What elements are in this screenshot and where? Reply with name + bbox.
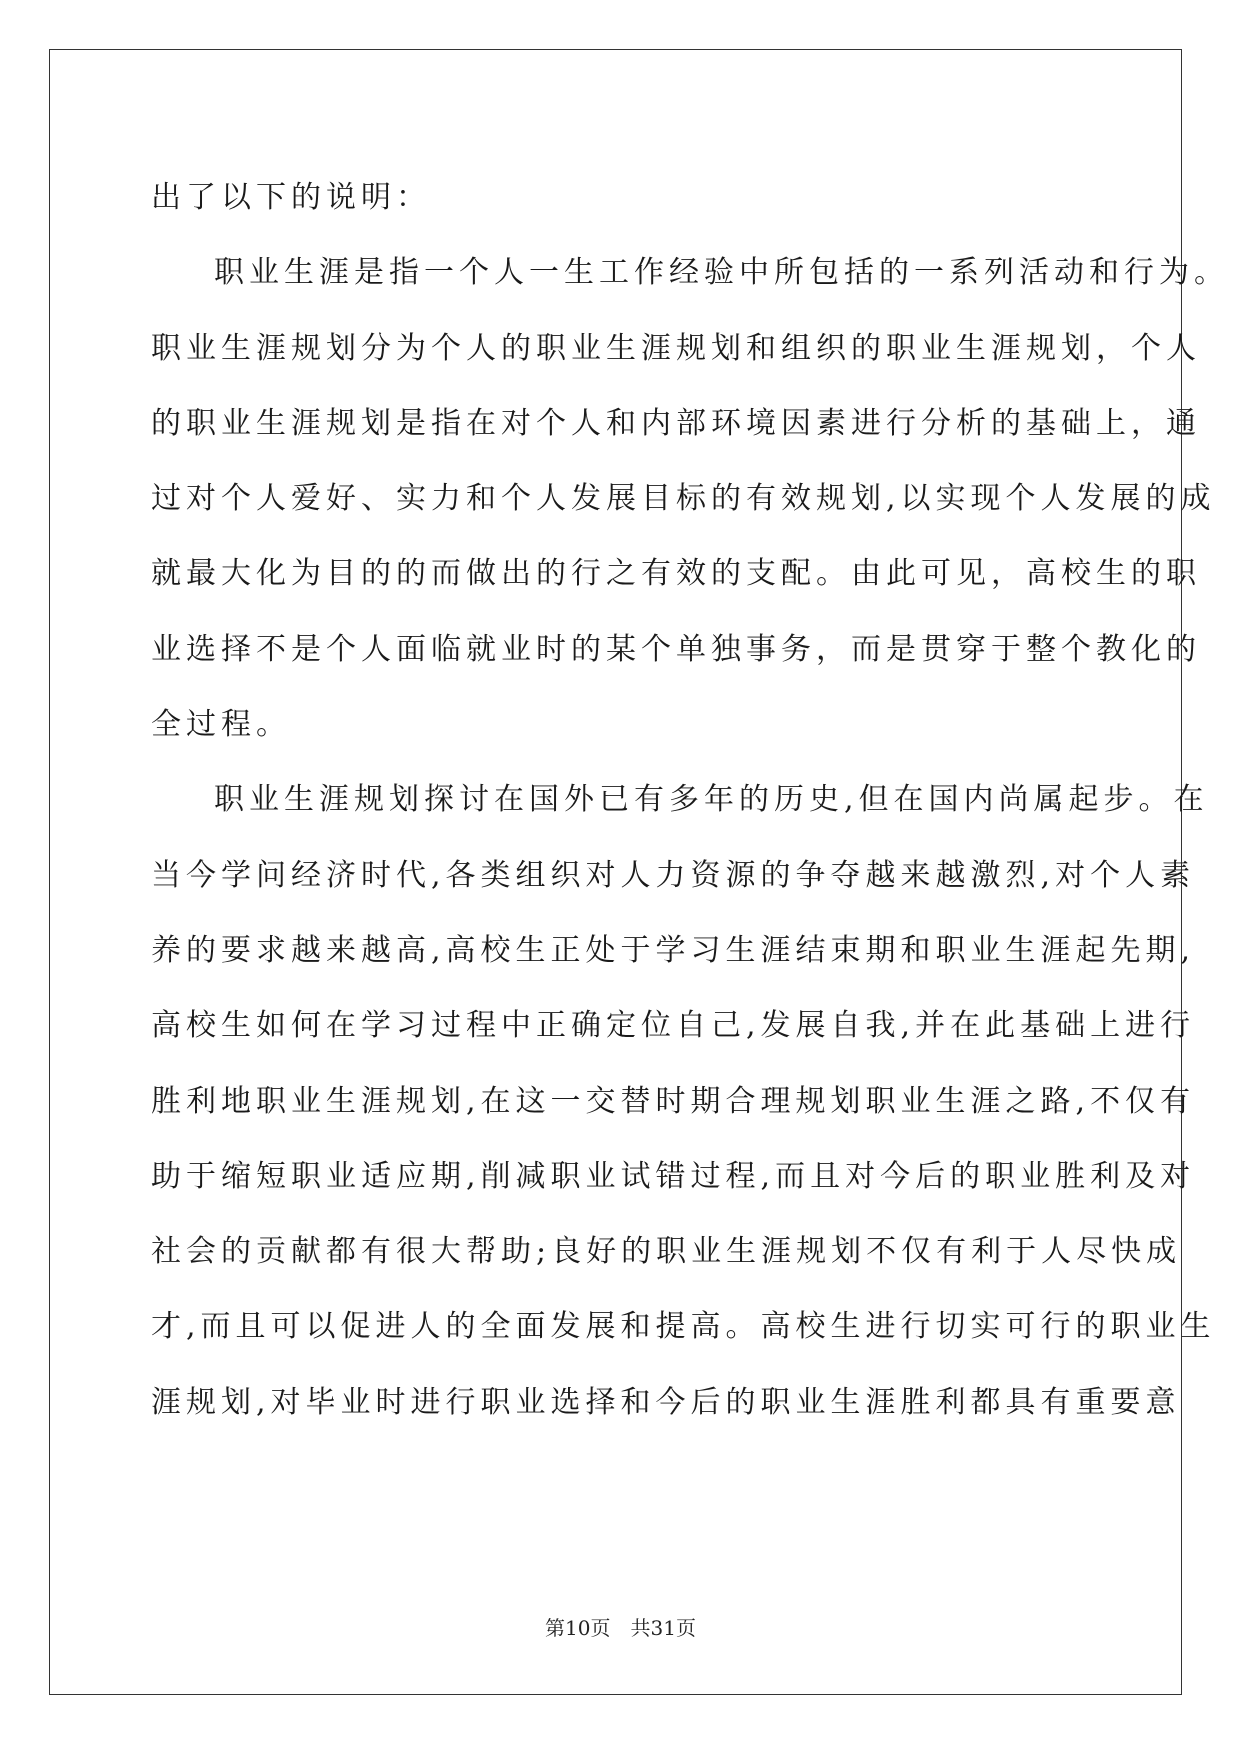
text-line: 职业生涯规划探讨在国外已有多年的历史,但在国内尚属起步。在 — [214, 782, 1209, 818]
text-line: 当今学问经济时代,各类组织对人力资源的争夺越来越激烈,对个人素 — [151, 857, 1196, 893]
text-line: 养的要求越来越高,高校生正处于学习生涯结束期和职业生涯起先期, — [151, 932, 1196, 968]
text-line: 才,而且可以促进人的全面发展和提高。高校生进行切实可行的职业生 — [151, 1309, 1216, 1345]
text-line: 职业生涯是指一个人一生工作经验中所包括的一系列活动和行为。 — [214, 255, 1229, 291]
text-line: 就最大化为目的的而做出的行之有效的支配。由此可见，高校生的职 — [151, 556, 1201, 592]
text-line: 职业生涯规划分为个人的职业生涯规划和组织的职业生涯规划，个人 — [151, 330, 1201, 366]
document-body — [151, 160, 1229, 1440]
text-line: 出了以下的说明： — [151, 180, 431, 215]
text-line: 高校生如何在学习过程中正确定位自己,发展自我,并在此基础上进行 — [151, 1008, 1196, 1044]
text-line: 社会的贡献都有很大帮助;良好的职业生涯规划不仅有利于人尽快成 — [151, 1234, 1182, 1270]
text-line: 的职业生涯规划是指在对个人和内部环境因素进行分析的基础上，通 — [151, 405, 1201, 441]
text-line: 涯规划,对毕业时进行职业选择和今后的职业生涯胜利都具有重要意 — [151, 1384, 1181, 1420]
text-line: 全过程。 — [151, 707, 291, 743]
text-line: 过对个人爱好、实力和个人发展目标的有效规划,以实现个人发展的成 — [151, 481, 1216, 517]
text-line: 胜利地职业生涯规划,在这一交替时期合理规划职业生涯之路,不仅有 — [151, 1083, 1196, 1119]
page-number-footer: 第10页 共31页 — [545, 1616, 696, 1640]
text-line: 助于缩短职业适应期,削减职业试错过程,而且对今后的职业胜利及对 — [151, 1158, 1196, 1194]
text-line: 业选择不是个人面临就业时的某个单独事务，而是贯穿于整个教化的 — [151, 631, 1201, 667]
